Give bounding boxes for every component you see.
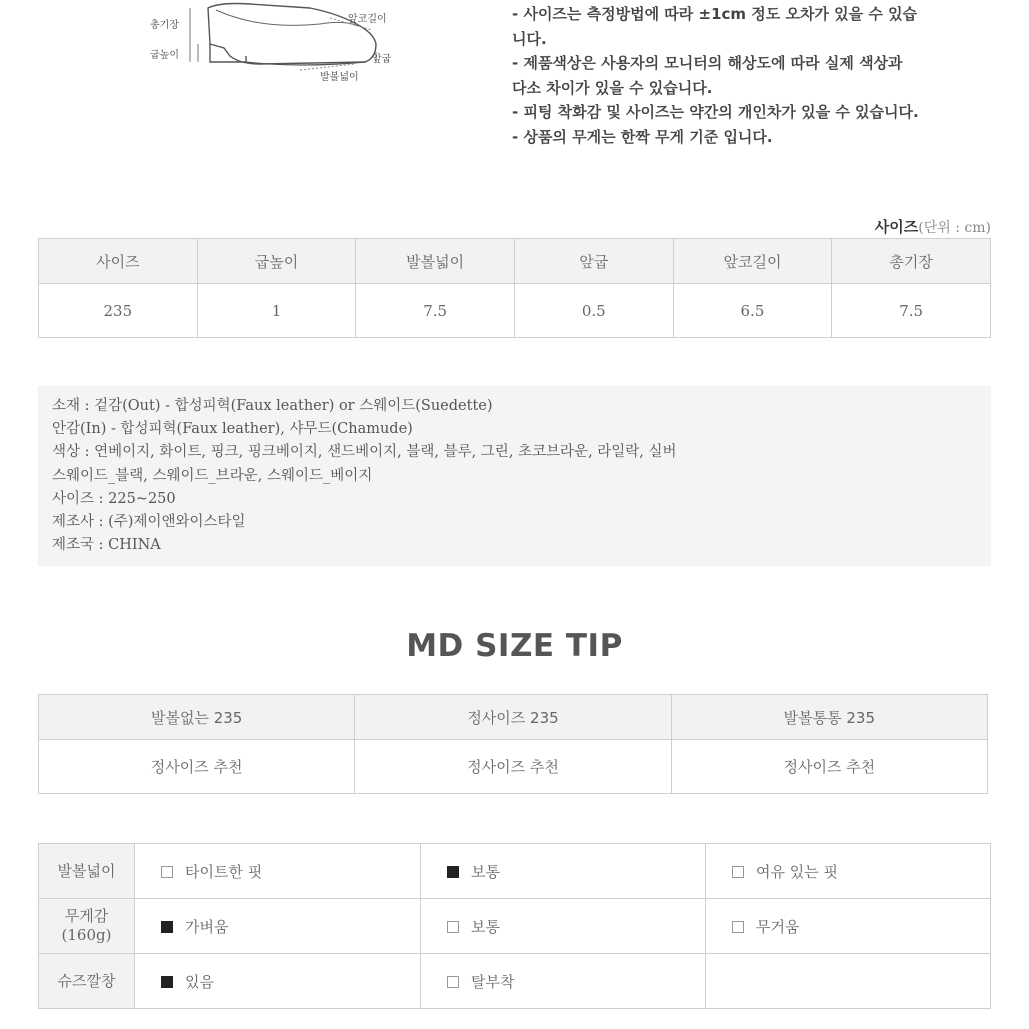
info-line-colors: 색상 : 연베이지, 화이트, 핑크, 핑크베이지, 샌드베이지, 블랙, 블루, 그린, 초코브라운, 라일락, 실버 — [52, 444, 677, 461]
tip-value-cell: 정사이즈 추천 — [39, 740, 355, 794]
checkbox-icon — [732, 866, 744, 878]
notice-line: 니다. — [512, 29, 547, 48]
notice-line: - 상품의 무게는 한짝 무게 기준 입니다. — [512, 127, 773, 146]
size-caption-title: 사이즈 — [874, 218, 919, 236]
checkbox-checked-icon — [161, 921, 173, 933]
size-header-cell: 사이즈 — [39, 239, 198, 284]
fit-option — [421, 954, 706, 1009]
tip-value-cell: 정사이즈 추천 — [671, 740, 987, 794]
notice-line: - 제품색상은 사용자의 모니터의 해상도에 따라 실제 색상과 — [512, 54, 903, 72]
tip-header-cell: 발볼없는 235 — [39, 695, 355, 740]
size-table-value-row — [39, 284, 991, 338]
size-value-cell: 235 — [39, 284, 198, 338]
fit-option — [706, 844, 991, 899]
fit-option-label: 있음 — [185, 972, 214, 991]
fit-option-label: 보통 — [471, 862, 500, 881]
info-line-sizes: 사이즈 : 225~250 — [52, 490, 176, 507]
checkbox-icon — [447, 976, 459, 988]
info-line-country: 제조국 : CHINA — [52, 537, 161, 554]
fit-option — [135, 954, 421, 1009]
notice-line: 다소 차이가 있을 수 있습니다. — [512, 78, 713, 97]
size-value-cell: 6.5 — [673, 284, 832, 338]
fit-option-label: 가벼움 — [185, 917, 229, 936]
info-line-colors-suede: 스웨이드_블랙, 스웨이드_브라운, 스웨이드_베이지 — [52, 467, 373, 484]
size-value-cell: 1 — [197, 284, 356, 338]
fit-option — [706, 899, 991, 954]
size-value-cell: 7.5 — [356, 284, 515, 338]
notice-line: - 사이즈는 측정방법에 따라 ±1cm 정도 오차가 있을 수 있습 — [512, 5, 918, 23]
fit-row-label — [39, 899, 135, 954]
fit-option — [421, 844, 706, 899]
info-line-lining: 안감(In) - 합성피혁(Faux leather), 샤무드(Chamude) — [52, 421, 413, 438]
size-value-cell: 7.5 — [832, 284, 991, 338]
tip-header-row — [39, 695, 988, 740]
fit-option-label: 타이트한 핏 — [185, 862, 263, 881]
fit-table — [38, 843, 991, 1009]
checkbox-checked-icon — [161, 976, 173, 988]
fit-row-weight — [39, 899, 991, 954]
fit-option-empty — [706, 954, 991, 1009]
size-header-cell: 앞굽 — [514, 239, 673, 284]
diagram-label-front-heel: 앞굽 — [372, 54, 392, 65]
fit-row-label-text: 무게감 — [64, 907, 109, 925]
diagram-label-ball-width: 발볼넓이 — [320, 72, 359, 83]
size-header-cell: 굽높이 — [197, 239, 356, 284]
fit-option-label: 탈부착 — [471, 972, 515, 991]
shoe-diagram — [140, 0, 440, 90]
checkbox-icon — [732, 921, 744, 933]
diagram-label-heel-height: 굽높이 — [150, 50, 179, 61]
size-header-cell: 앞코길이 — [673, 239, 832, 284]
checkbox-icon — [161, 866, 173, 878]
info-line-material: 소재 : 겉감(Out) - 합성피혁(Faux leather) or 스웨이드(Suedette) — [52, 398, 493, 414]
md-size-tip-table — [38, 694, 988, 794]
tip-header-cell: 발볼통통 235 — [671, 695, 987, 740]
info-line-manufacturer: 제조사 : (주)제이앤와이스타일 — [52, 514, 246, 531]
size-caption-unit: (단위 : cm) — [918, 220, 991, 236]
notice-line: - 피팅 착화감 및 사이즈는 약간의 개인차가 있을 수 있습니다. — [512, 103, 919, 121]
size-header-cell: 발볼넓이 — [356, 239, 515, 284]
diagram-label-total-length: 총기장 — [150, 20, 179, 31]
diagram-label-toe-length: 앞코길이 — [348, 14, 387, 25]
fit-option-label: 여유 있는 핏 — [756, 862, 838, 881]
md-size-tip-title: MD SIZE TIP — [406, 628, 623, 664]
checkbox-icon — [447, 921, 459, 933]
checkbox-checked-icon — [447, 866, 459, 878]
fit-option — [135, 899, 421, 954]
size-table — [38, 238, 991, 338]
fit-row-sublabel: (160g) — [61, 926, 112, 944]
fit-row-insole — [39, 954, 991, 1009]
fit-row-label: 슈즈깔창 — [39, 954, 135, 1009]
fit-row-ball-width — [39, 844, 991, 899]
size-value-cell: 0.5 — [514, 284, 673, 338]
tip-value-cell: 정사이즈 추천 — [355, 740, 671, 794]
fit-option — [135, 844, 421, 899]
fit-row-label: 발볼넓이 — [39, 844, 135, 899]
fit-option — [421, 899, 706, 954]
tip-header-cell: 정사이즈 235 — [355, 695, 671, 740]
size-table-header-row — [39, 239, 991, 284]
size-table-caption — [875, 216, 991, 237]
tip-value-row — [39, 740, 988, 794]
size-header-cell: 총기장 — [832, 239, 991, 284]
notice-list — [512, 2, 992, 149]
fit-option-label: 보통 — [471, 917, 500, 936]
product-info-box — [38, 386, 991, 566]
fit-option-label: 무거움 — [756, 917, 800, 936]
shoe-outline-illustration — [140, 0, 440, 90]
